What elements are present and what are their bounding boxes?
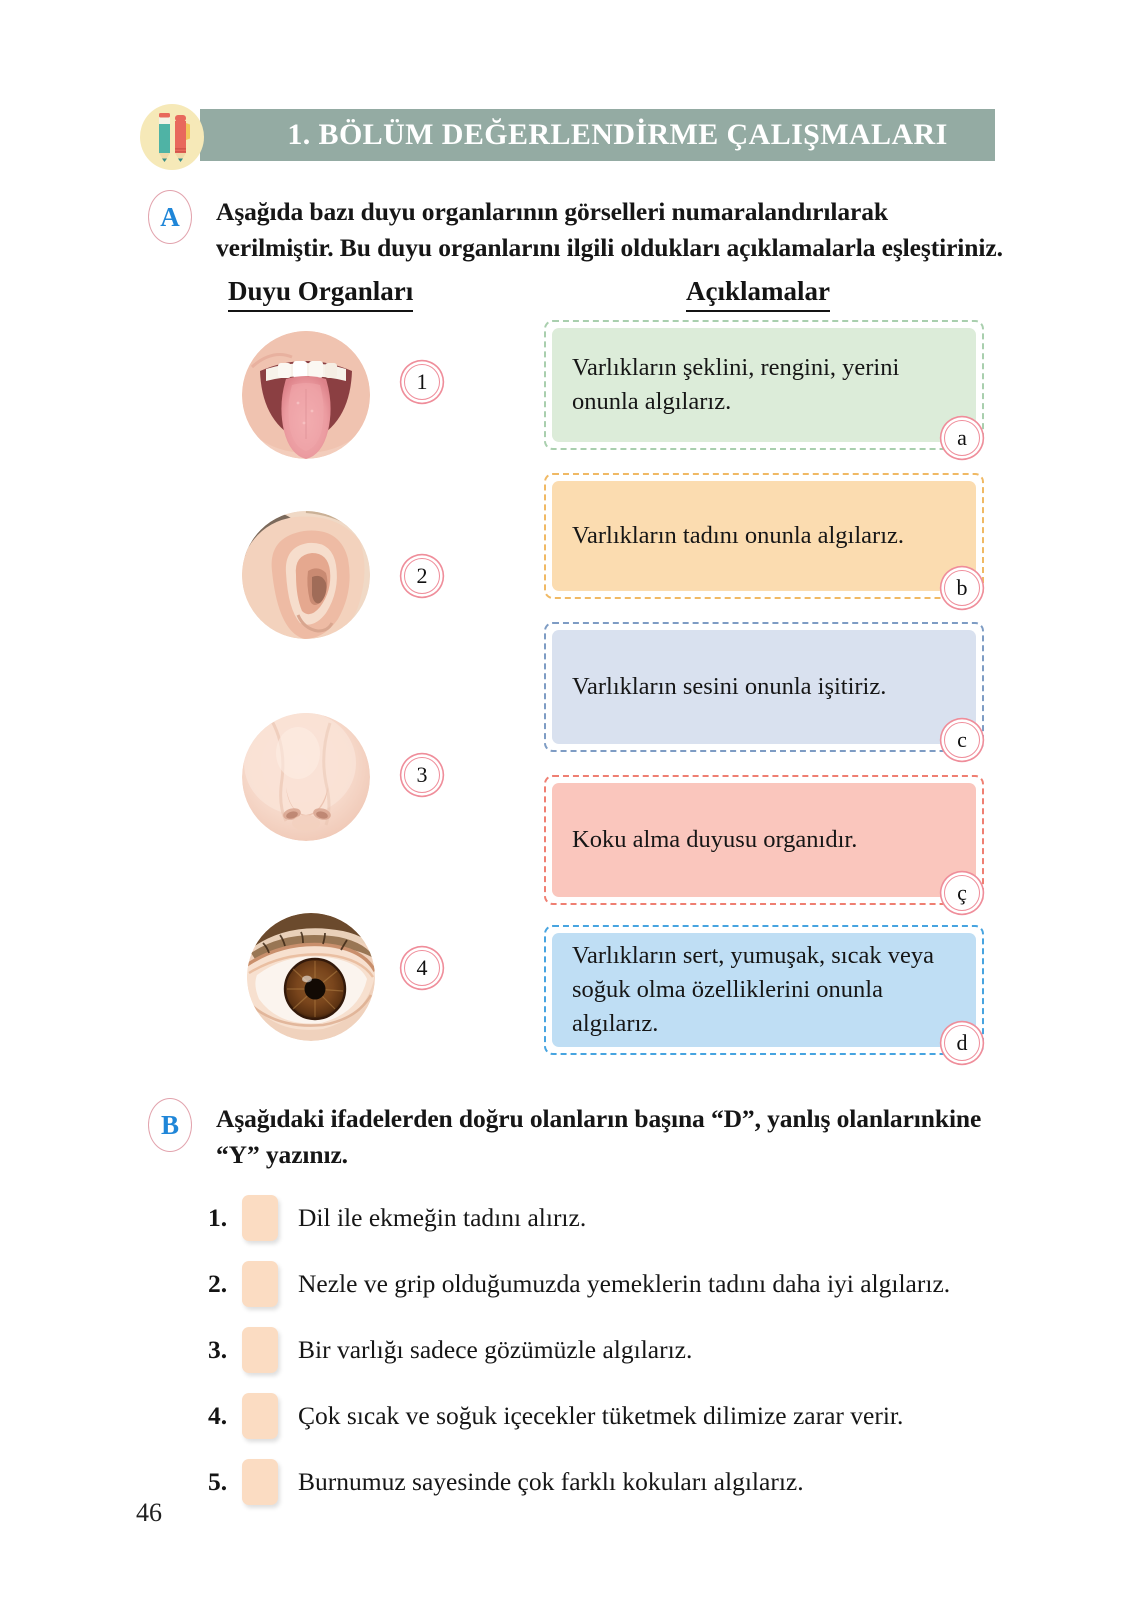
- answer-box-2[interactable]: [242, 1261, 278, 1307]
- page-title: 1. BÖLÜM DEĞERLENDİRME ÇALIŞMALARI: [287, 118, 948, 151]
- explanation-text-c-cedilla: Koku alma duyusu organıdır.: [552, 783, 976, 897]
- page-header: [140, 104, 995, 170]
- answer-box-4[interactable]: [242, 1393, 278, 1439]
- organ-image-ear[interactable]: [242, 511, 370, 639]
- nose-photo: [242, 713, 370, 841]
- pencils-icon: [140, 104, 204, 170]
- item-text: Bir varlığı sadece gözümüzle algılarız.: [298, 1335, 693, 1364]
- explanation-box-c[interactable]: [544, 622, 984, 752]
- page-number: 46: [136, 1498, 162, 1527]
- answer-box-3[interactable]: [242, 1327, 278, 1373]
- explanation-letter-a: a: [944, 420, 980, 456]
- list-item: [208, 1317, 1028, 1383]
- item-number: 2.: [208, 1269, 228, 1298]
- item-text: Dil ile ekmeğin tadını alırız.: [298, 1203, 587, 1232]
- item-text: Nezle ve grip olduğumuzda yemeklerin tadını daha iyi algılarız.: [298, 1269, 951, 1298]
- question-a-badge: A: [148, 190, 192, 244]
- organ-number-3: 3: [404, 757, 440, 793]
- item-number: 3.: [208, 1335, 228, 1364]
- true-false-list: [208, 1185, 1028, 1515]
- organ-number-2: 2: [404, 558, 440, 594]
- answer-box-5[interactable]: [242, 1459, 278, 1505]
- explanation-box-a[interactable]: [544, 320, 984, 450]
- list-item: [208, 1383, 1028, 1449]
- header-bar: [200, 109, 995, 161]
- list-item: [208, 1185, 1028, 1251]
- answer-box-1[interactable]: [242, 1195, 278, 1241]
- explanation-text-c: Varlıkların sesini onunla işitiriz.: [552, 630, 976, 744]
- item-text: Çok sıcak ve soğuk içecekler tüketmek dilimize zarar verir.: [298, 1401, 904, 1430]
- organ-number-4: 4: [404, 950, 440, 986]
- explanation-text-b: Varlıkların tadını onunla algılarız.: [552, 481, 976, 591]
- explanation-text-a: Varlıkların şeklini, rengini, yerini onunla algılarız.: [552, 328, 976, 442]
- organ-number-1: 1: [404, 364, 440, 400]
- explanation-text-d: Varlıkların sert, yumuşak, sıcak veya soğuk olma özelliklerini onunla algılarız.: [552, 933, 976, 1047]
- question-b-text: Aşağıdaki ifadelerden doğru olanların başına “D”, yanlış olanlarınkine “Y” yazınız.: [216, 1104, 982, 1170]
- organ-image-eye[interactable]: [247, 913, 375, 1041]
- explanation-letter-c-cedilla: ç: [944, 875, 980, 911]
- list-item: [208, 1251, 1028, 1317]
- organ-image-nose[interactable]: [242, 713, 370, 841]
- question-b-badge: B: [148, 1098, 192, 1152]
- question-a-text: Aşağıda bazı duyu organlarının görselleri numaralandırılarak verilmiştir. Bu duyu organlarını ilgili oldukları açıklamalarla eşleştiriniz.: [216, 197, 1003, 263]
- item-number: 5.: [208, 1467, 228, 1496]
- ear-photo: [242, 511, 370, 639]
- item-text: Burnumuz sayesinde çok farklı kokuları algılarız.: [298, 1467, 804, 1496]
- organ-image-tongue[interactable]: [242, 331, 370, 459]
- explanation-box-d[interactable]: [544, 925, 984, 1055]
- tongue-photo: [242, 331, 370, 459]
- explanation-box-b[interactable]: [544, 473, 984, 599]
- item-number: 4.: [208, 1401, 228, 1430]
- item-number: 1.: [208, 1203, 228, 1232]
- column-heading-organs: Duyu Organları: [228, 276, 413, 312]
- column-heading-explanations: Açıklamalar: [686, 276, 830, 312]
- explanation-letter-b: b: [944, 570, 980, 606]
- explanation-box-c-cedilla[interactable]: [544, 775, 984, 905]
- list-item: [208, 1449, 1028, 1515]
- explanation-letter-d: d: [944, 1025, 980, 1061]
- eye-photo: [247, 913, 375, 1041]
- explanation-letter-c: c: [944, 722, 980, 758]
